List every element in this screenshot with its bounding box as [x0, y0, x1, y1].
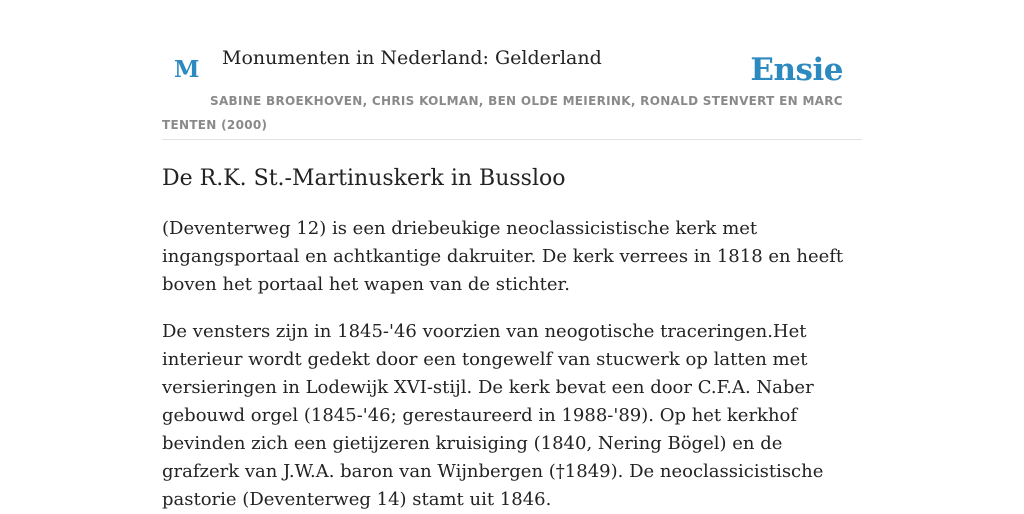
header: [162, 0, 862, 140]
book-title[interactable]: Monumenten in Nederland: Gelderland: [222, 47, 602, 69]
ensie-logo[interactable]: Ensie: [750, 52, 843, 88]
page: [162, 0, 862, 510]
source-logo[interactable]: M: [174, 56, 200, 83]
article: [162, 160, 862, 514]
authors-line: SABINE BROEKHOVEN, CHRIS KOLMAN, BEN OLDE MEIERINK, RONALD STENVERT EN MARC TENTEN (2000): [162, 94, 843, 132]
article-paragraph: De vensters zijn in 1845-'46 voorzien van neogotische traceringen.Het interieur wordt gedekt door een tongewelf van stucwerk op latten met versieringen in Lodewijk XVI-stijl. De kerk bevat een door C.F.A. Naber gebouwd orgel (1845-'46; gerestaureerd in 1988-'89). Op het kerkhof bevinden zich een gietijzeren kruisiging (1840, Nering Bögel) en de grafzerk van J.W.A. baron van Wijnbergen (†1849). De neoclassicistische pastorie (Deventerweg 14) stamt uit 1846.: [162, 321, 824, 510]
article-paragraph: (Deventerweg 12) is een driebeukige neoclassicistische kerk met ingangsportaal en achtkantige dakruiter. De kerk verrees in 1818 en heeft boven het portaal het wapen van de stichter.: [162, 218, 844, 295]
article-title: De R.K. St.-Martinuskerk in Bussloo: [162, 166, 566, 191]
